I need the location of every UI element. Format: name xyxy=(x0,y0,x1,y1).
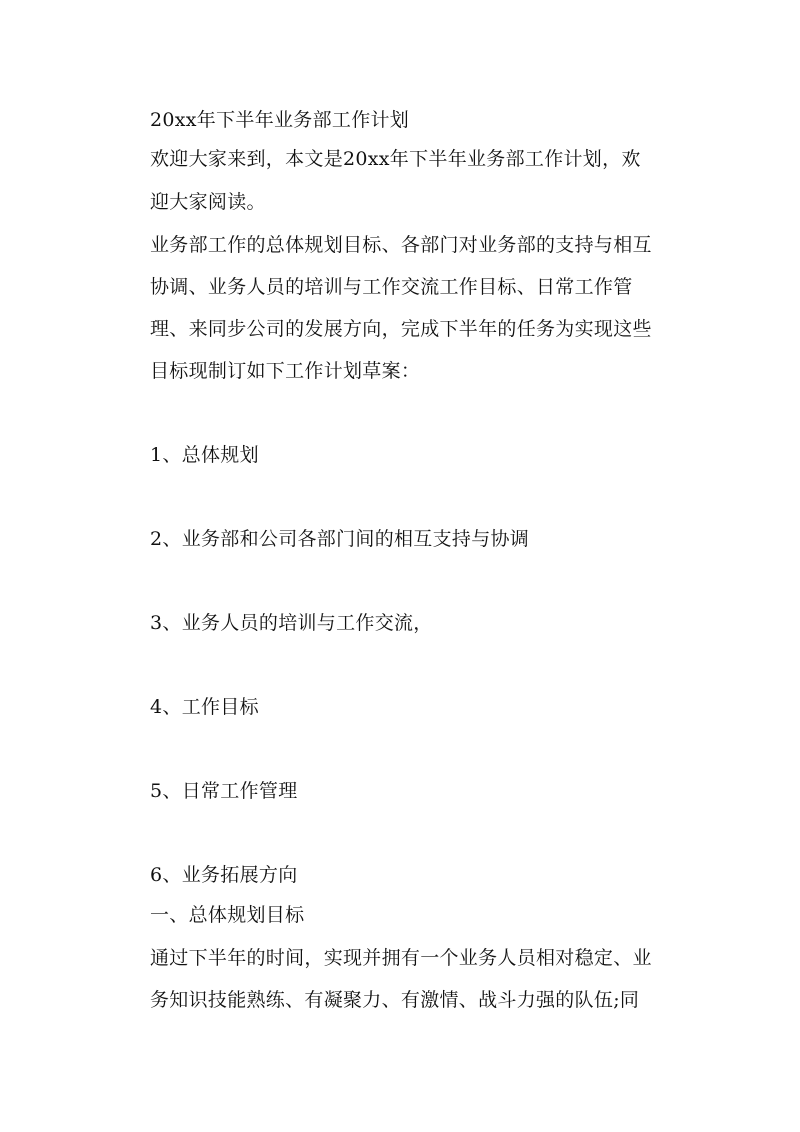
section-heading: 一、总体规划目标 xyxy=(150,904,305,926)
intro-line-2: 迎大家阅读。 xyxy=(150,191,266,213)
outline-item-5: 5、日常工作管理 xyxy=(150,780,298,802)
outline-item-4: 4、工作目标 xyxy=(150,696,259,718)
intro-line-1: 欢迎大家来到，本文是20xx年下半年业务部工作计划，欢 xyxy=(150,148,641,170)
overview-line-2: 协调、业务人员的培训与工作交流工作目标、日常工作管 xyxy=(150,276,633,298)
outline-item-1: 1、总体规划 xyxy=(150,444,259,466)
outline-item-3: 3、业务人员的培训与工作交流， xyxy=(150,612,433,634)
overview-line-1: 业务部工作的总体规划目标、各部门对业务部的支持与相互 xyxy=(150,234,652,256)
overview-line-4: 目标现制订如下工作计划草案： xyxy=(150,360,421,382)
overview-line-3: 理、来同步公司的发展方向，完成下半年的任务为实现这些 xyxy=(150,318,652,340)
outline-item-6: 6、业务拓展方向 xyxy=(150,864,298,886)
outline-item-2: 2、业务部和公司各部门间的相互支持与协调 xyxy=(150,528,530,550)
section-body-line-1: 通过下半年的时间，实现并拥有一个业务人员相对稳定、业 xyxy=(150,947,652,969)
document-title: 20xx年下半年业务部工作计划 xyxy=(150,109,410,131)
section-body-line-2: 务知识技能熟练、有凝聚力、有激情、战斗力强的队伍;同 xyxy=(150,989,640,1011)
